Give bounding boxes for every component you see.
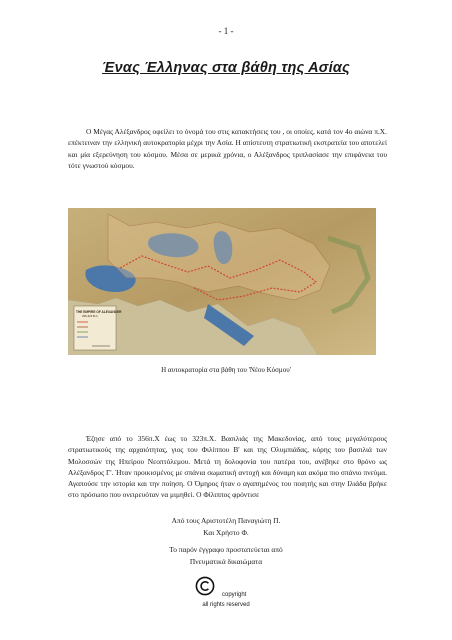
document-title: Ένας Έλληνας στα βάθη της Ασίας <box>102 60 350 76</box>
copyright-label: copyright <box>222 592 247 598</box>
copyright-icon <box>195 576 215 596</box>
page-number: - 1 - <box>218 26 234 36</box>
authors-line-1: Από τους Αριστοτέλη Παναγιώτη Π. <box>171 516 281 525</box>
intro-paragraph <box>68 126 387 171</box>
map-legend-subtitle: 336-323 B.C. <box>82 314 99 318</box>
intro-paragraph-text: Ο Μέγας Αλέξανδρος οφείλει το όνομά του στις κατακτήσεις του , οι οποίες, κατά τον 4ο αιώνα π.Χ. επέκτειναν την ελληνική αυτοκρατορία μέχρι την Ασία. Η απίστευτη στρατιωτική εκστρατεία του αποτελεί και μία εξερεύνηση του κόσμου. Μέσα σε μερικά χρόνια, ο Αλέξανδρος τριπλασίασε την επιφάνεια του τότε γνωστού κόσμου. <box>68 127 387 170</box>
rights-reserved-label: all rights reserved <box>202 602 250 608</box>
empire-map-image <box>68 208 376 355</box>
biography-paragraph <box>68 433 387 501</box>
authors-line-2: Και Χρήστο Φ. <box>203 527 249 537</box>
copyright-notice <box>0 544 452 567</box>
map-legend-title: THE EMPIRE OF ALEXANDER <box>76 310 122 314</box>
map-caption: Η αυτοκρατορία στα βάθη του 'Νέου Κόσμου' <box>161 366 291 374</box>
notice-line-1: Το παρόν έγγραφο προστατεύεται από <box>169 545 283 554</box>
authors-credit <box>0 515 452 538</box>
notice-line-2: Πνευματικά δικαιώματα <box>189 556 263 566</box>
biography-paragraph-text: Έζησε από το 356π.Χ έως το 323π.Χ. Βασιλιάς της Μακεδονίας, από τους μεγαλύτερους στρατιωτικούς της αρχαιότητας, γιος του Φιλίππου Β' και της Ολυμπιάδας, κόρης του βασιλιά των Μολοσσών της Ηπείρου Νεοπτόλεμου. Μετά τη δολοφονία του πατέρα του, ανέβηκε στο θρόνο ως Αλέξανδρος Γ'. Ήταν προικισμένος με σπάνια σωματική αντοχή και δύναμη και ακόμα πιο σπάνιο πνεύμα. Αγαπούσε την ιστορία και την ποίηση. Ο Όμηρος ήταν ο αγαπημένος του ποιητής και στην Ιλιάδα βρήκε στο πρόσωπο που ονειρευόταν να μιμηθεί. Ο Φίλιππος φρόντισε <box>68 434 387 500</box>
empire-map-illustration <box>68 208 376 355</box>
